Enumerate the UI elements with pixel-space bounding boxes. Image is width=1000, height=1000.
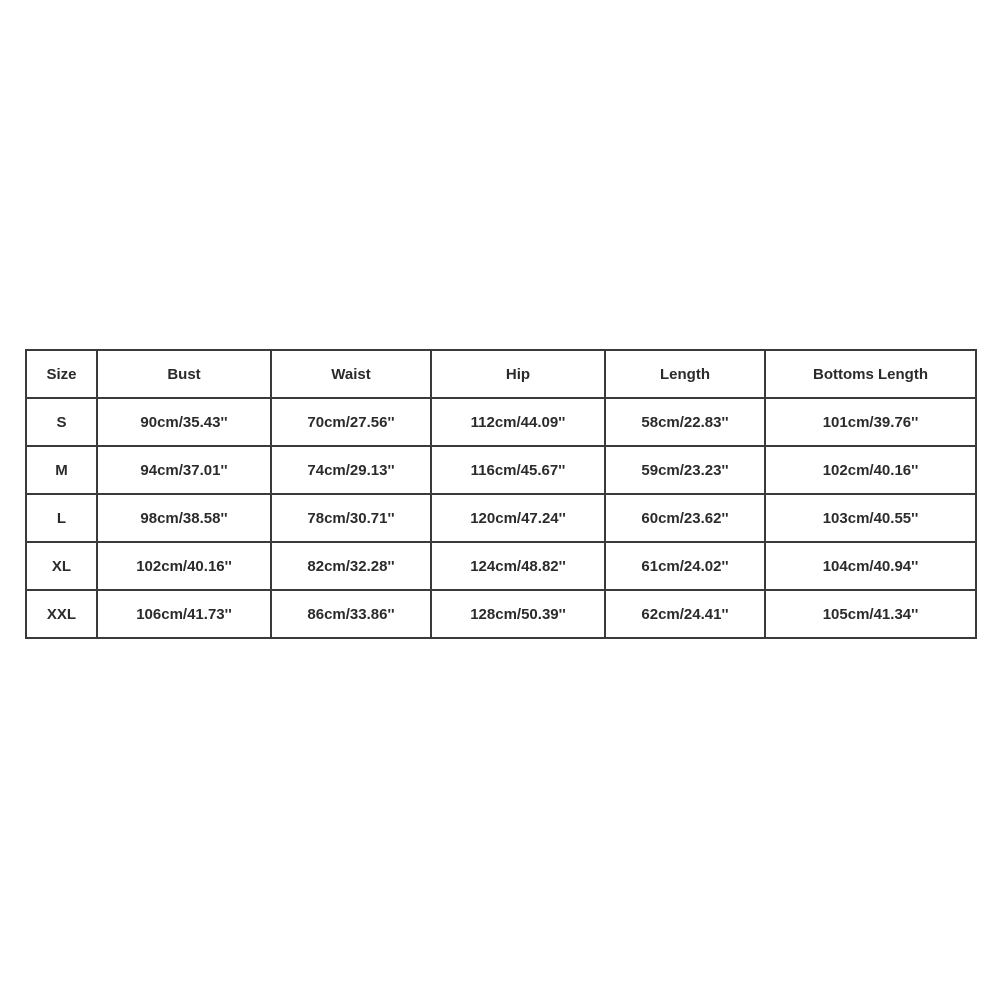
table-row (26, 446, 976, 494)
header-size: Size (26, 350, 97, 398)
hip-cell: 112cm/44.09'' (431, 398, 605, 446)
waist-cell: 70cm/27.56'' (271, 398, 431, 446)
bottoms-length-cell: 103cm/40.55'' (765, 494, 976, 542)
size-cell: XL (26, 542, 97, 590)
table-row (26, 590, 976, 638)
bottoms-length-cell: 104cm/40.94'' (765, 542, 976, 590)
length-cell: 59cm/23.23'' (605, 446, 765, 494)
bottoms-length-cell: 102cm/40.16'' (765, 446, 976, 494)
table-row (26, 494, 976, 542)
length-cell: 60cm/23.62'' (605, 494, 765, 542)
size-cell: S (26, 398, 97, 446)
hip-cell: 116cm/45.67'' (431, 446, 605, 494)
length-cell: 62cm/24.41'' (605, 590, 765, 638)
header-row (26, 350, 976, 398)
bust-cell: 106cm/41.73'' (97, 590, 271, 638)
length-cell: 58cm/22.83'' (605, 398, 765, 446)
bottoms-length-cell: 105cm/41.34'' (765, 590, 976, 638)
hip-cell: 128cm/50.39'' (431, 590, 605, 638)
waist-cell: 82cm/32.28'' (271, 542, 431, 590)
length-cell: 61cm/24.02'' (605, 542, 765, 590)
header-waist: Waist (271, 350, 431, 398)
header-bust: Bust (97, 350, 271, 398)
size-cell: L (26, 494, 97, 542)
size-cell: XXL (26, 590, 97, 638)
header-bottoms-length: Bottoms Length (765, 350, 976, 398)
waist-cell: 86cm/33.86'' (271, 590, 431, 638)
table-row (26, 542, 976, 590)
table-row (26, 398, 976, 446)
size-chart-table (25, 349, 977, 639)
size-cell: M (26, 446, 97, 494)
bust-cell: 90cm/35.43'' (97, 398, 271, 446)
hip-cell: 124cm/48.82'' (431, 542, 605, 590)
bust-cell: 94cm/37.01'' (97, 446, 271, 494)
bottoms-length-cell: 101cm/39.76'' (765, 398, 976, 446)
hip-cell: 120cm/47.24'' (431, 494, 605, 542)
bust-cell: 98cm/38.58'' (97, 494, 271, 542)
waist-cell: 78cm/30.71'' (271, 494, 431, 542)
header-hip: Hip (431, 350, 605, 398)
waist-cell: 74cm/29.13'' (271, 446, 431, 494)
header-length: Length (605, 350, 765, 398)
bust-cell: 102cm/40.16'' (97, 542, 271, 590)
